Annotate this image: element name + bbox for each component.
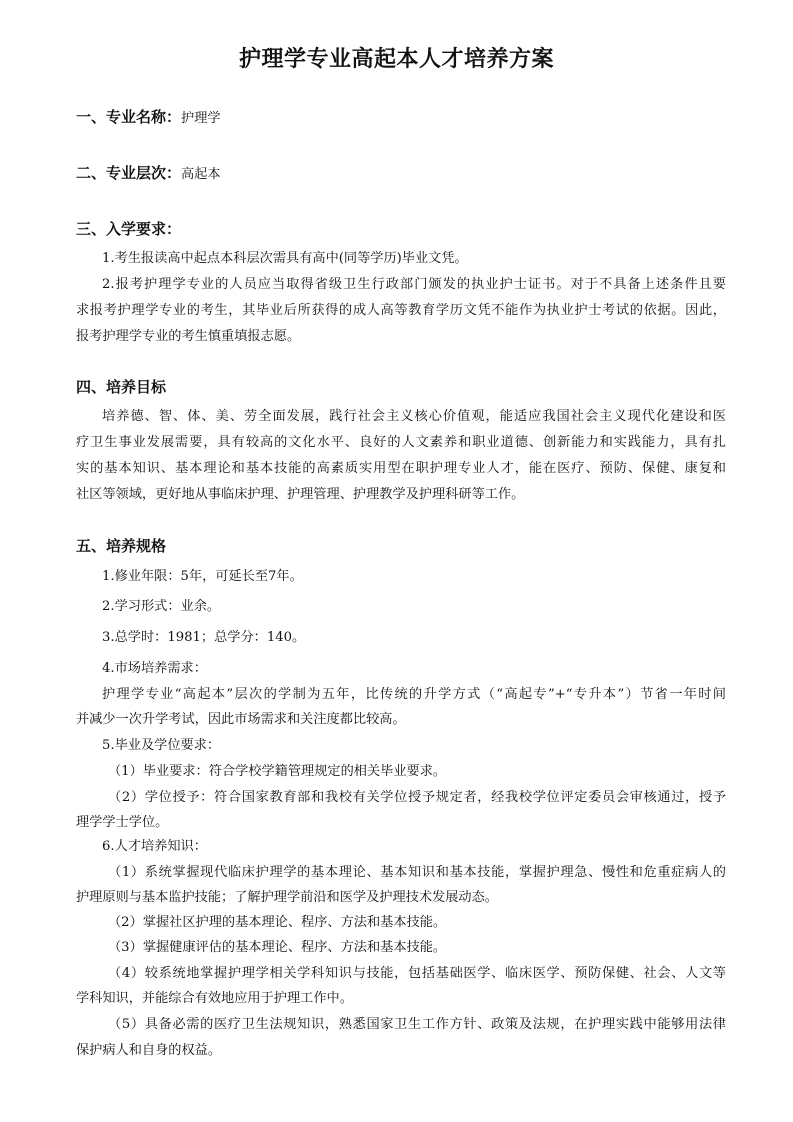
paragraph-line: （3）掌握健康评估的基本理论、程序、方法和基本技能。 [108, 940, 447, 955]
paragraph-line: 报考护理学专业的考生慎重填报志愿。 [76, 329, 301, 344]
section-heading: 二、专业层次： [76, 164, 182, 182]
paragraph-line: 4.市场培养需求： [102, 661, 207, 676]
paragraph-line: 2.学习形式：业余。 [102, 599, 221, 614]
section-goals-heading [76, 376, 166, 398]
paragraph-line: 理学学士学位。 [76, 815, 169, 830]
paragraph-line: 社区等领域，更好地从事临床护理、护理管理、护理教学及护理科研等工作。 [76, 487, 525, 502]
paragraph-line: （2）掌握社区护理的基本理论、程序、方法和基本技能。 [108, 915, 447, 930]
paragraph-line: （2）学位授予：符合国家教育部和我校有关学位授予规定者，经我校学位评定委员会审核通过，授予 [108, 790, 726, 805]
paragraph-line: 护理学专业“高起本”层次的学制为五年，比传统的升学方式（“高起专”+“专升本”）节省一年时间 [102, 687, 726, 702]
paragraph-line: 培养德、智、体、美、劳全面发展，践行社会主义核心价值观，能适应我国社会主义现代化建设和医 [102, 409, 726, 424]
paragraph-line: 6.人才培养知识： [102, 839, 207, 854]
document-title: 护理学专业高起本人才培养方案 [238, 47, 554, 72]
paragraph-line: （5）具备必需的医疗卫生法规知识，熟悉国家卫生工作方针、政策及法规，在护理实践中能够用法律 [108, 1017, 726, 1032]
section-heading: 三、入学要求： [76, 220, 182, 238]
paragraph-line: 学科知识，并能综合有效地应用于护理工作中。 [76, 991, 353, 1006]
paragraph-line: 并减少一次升学考试，因此市场需求和关注度都比较高。 [76, 712, 406, 727]
paragraph-line: 护理原则与基本监护技能；了解护理学前沿和医学及护理技术发展动态。 [76, 890, 498, 905]
section-level [76, 162, 221, 186]
paragraph-line: 3.总学时：1981；总学分：140。 [102, 630, 306, 645]
paragraph-line: 保护病人和自身的权益。 [76, 1043, 222, 1058]
section-heading: 一、专业名称： [76, 108, 182, 126]
section-spec-heading [76, 535, 166, 557]
paragraph-line: 求报考护理学专业的考生，其毕业后所获得的成人高等教育学历文凭不能作为执业护士考试的依据。因此， [76, 303, 726, 318]
paragraph-line: （1）系统掌握现代临床护理学的基本理论、基本知识和基本技能，掌握护理急、慢性和危重症病人的 [108, 865, 726, 880]
section-heading: 四、培养目标 [76, 378, 167, 396]
paragraph-line: 疗卫生事业发展需要，具有较高的文化水平、良好的人文素养和职业道德、创新能力和实践能力，具有扎 [76, 435, 726, 450]
paragraph-line: （4）较系统地掌握护理学相关学科知识与技能，包括基础医学、临床医学、预防保健、社会、人文等 [108, 966, 726, 981]
section-value: 护理学 [181, 111, 221, 126]
paragraph-line: 1.考生报读高中起点本科层次需具有高中(同等学历)毕业文凭。 [102, 251, 468, 266]
section-value: 高起本 [181, 167, 221, 182]
section-heading: 五、培养规格 [76, 537, 167, 555]
paragraph-line: 1.修业年限：5年，可延长至7年。 [102, 569, 303, 584]
paragraph-line: （1）毕业要求：符合学校学籍管理规定的相关毕业要求。 [108, 764, 447, 779]
section-admission-heading [76, 218, 181, 240]
paragraph-line: 2.报考护理学专业的人员应当取得省级卫生行政部门颁发的执业护士证书。对于不具备上述条件且要 [102, 277, 726, 292]
section-major-name [76, 106, 221, 130]
paragraph-line: 5.毕业及学位要求： [102, 738, 221, 753]
paragraph-line: 实的基本知识、基本理论和基本技能的高素质实用型在职护理专业人才，能在医疗、预防、保健、康复和 [76, 461, 726, 476]
